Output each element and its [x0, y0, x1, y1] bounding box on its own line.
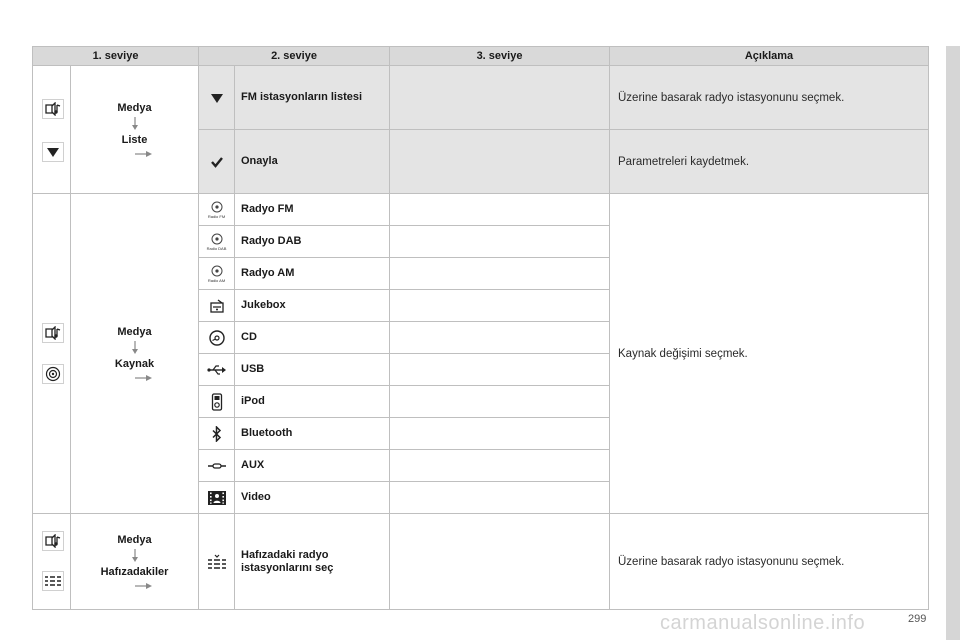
arrow-right-icon — [135, 581, 153, 591]
description-cell: Üzerine basarak radyo istasyonunu seçmek. — [610, 66, 929, 130]
page-number: 299 — [908, 613, 927, 625]
level3-icon-cell — [199, 354, 235, 386]
list-down-icon — [42, 142, 64, 162]
arrow-right-icon — [135, 149, 153, 159]
level2-nav-liste — [71, 66, 199, 194]
level3-label: AUX — [235, 450, 390, 482]
level3-label: USB — [235, 354, 390, 386]
cd-icon — [209, 330, 225, 346]
level3-empty — [390, 386, 610, 418]
header-level-3: 3. seviye — [390, 47, 610, 66]
level3-empty — [390, 354, 610, 386]
level3-icon-cell — [199, 514, 235, 610]
radio-am-icon — [199, 265, 234, 283]
level3-label: Radyo DAB — [235, 226, 390, 258]
level3-icon-cell — [199, 130, 235, 194]
level3-label: Hafızadaki radyo istasyonlarını seç — [235, 514, 390, 610]
menu-table — [32, 46, 929, 610]
presets-icon — [42, 571, 64, 591]
level3-icon-cell — [199, 482, 235, 514]
header-level-2: 2. seviye — [199, 47, 390, 66]
arrow-right-icon — [135, 373, 153, 383]
level3-label: CD — [235, 322, 390, 354]
level2-kaynak: Kaynak — [114, 357, 155, 370]
level3-label: Bluetooth — [235, 418, 390, 450]
radio-dab-icon — [199, 233, 234, 251]
level2-hafizadakiler: Hafızadakiler — [100, 565, 169, 578]
level3-empty — [390, 418, 610, 450]
level1-cell — [33, 66, 71, 194]
aux-icon — [207, 461, 227, 471]
level3-icon-cell — [199, 418, 235, 450]
level3-icon-cell — [199, 226, 235, 258]
level3-empty — [390, 482, 610, 514]
level1-cell — [33, 514, 71, 610]
level3-label: Jukebox — [235, 290, 390, 322]
level2-nav-kaynak — [71, 194, 199, 514]
media-icon — [42, 323, 64, 343]
level3-label: iPod — [235, 386, 390, 418]
triangle-down-icon — [210, 92, 224, 104]
arrow-down-icon — [130, 341, 140, 355]
level3-icon-cell — [199, 322, 235, 354]
level3-icon-cell — [199, 290, 235, 322]
level3-label: FM istasyonların listesi — [235, 66, 390, 130]
check-icon — [210, 156, 224, 168]
description-cell: Kaynak değişimi seçmek. — [610, 194, 929, 514]
level3-icon-cell — [199, 258, 235, 290]
media-icon — [42, 99, 64, 119]
level3-empty — [390, 226, 610, 258]
level3-empty — [390, 514, 610, 610]
level3-empty — [390, 450, 610, 482]
level3-icon-cell — [199, 66, 235, 130]
arrow-down-icon — [130, 549, 140, 563]
level3-empty — [390, 194, 610, 226]
level3-label: Radyo FM — [235, 194, 390, 226]
level2-liste: Liste — [121, 133, 148, 146]
level3-icon-cell — [199, 450, 235, 482]
level3-empty — [390, 290, 610, 322]
level2-medya: Medya — [117, 533, 152, 546]
ipod-icon — [211, 393, 223, 411]
table-header-row — [33, 47, 929, 66]
level1-cell — [33, 194, 71, 514]
table-row — [33, 194, 929, 226]
video-icon — [207, 490, 227, 506]
radio-fm-icon — [199, 201, 234, 219]
radio-fm-icon-text: Radio FM — [207, 213, 226, 219]
table-row — [33, 66, 929, 130]
description-cell: Üzerine basarak radyo istasyonunu seçmek. — [610, 514, 929, 610]
bluetooth-icon — [212, 426, 222, 442]
level2-nav-hafizadakiler — [71, 514, 199, 610]
table-row — [33, 514, 929, 610]
level3-empty — [390, 130, 610, 194]
source-icon — [42, 364, 64, 384]
header-description: Açıklama — [610, 47, 929, 66]
level3-empty — [390, 258, 610, 290]
watermark: carmanualsonline.info — [660, 612, 866, 634]
page-sidebar-strip — [946, 46, 960, 640]
usb-icon — [207, 364, 227, 376]
level2-medya: Medya — [117, 325, 152, 338]
level3-empty — [390, 322, 610, 354]
level3-label: Onayla — [235, 130, 390, 194]
radio-am-icon-text: Radio AM — [207, 277, 226, 283]
level3-label: Video — [235, 482, 390, 514]
jukebox-icon — [209, 298, 225, 314]
description-cell: Parametreleri kaydetmek. — [610, 130, 929, 194]
media-icon — [42, 531, 64, 551]
level3-icon-cell — [199, 194, 235, 226]
level3-empty — [390, 66, 610, 130]
level2-medya: Medya — [117, 101, 152, 114]
radio-dab-icon-text: Radio DAB — [206, 245, 227, 251]
header-level-1: 1. seviye — [33, 47, 199, 66]
arrow-down-icon — [130, 117, 140, 131]
presets-select-icon — [207, 554, 227, 570]
level3-icon-cell — [199, 386, 235, 418]
level3-label: Radyo AM — [235, 258, 390, 290]
